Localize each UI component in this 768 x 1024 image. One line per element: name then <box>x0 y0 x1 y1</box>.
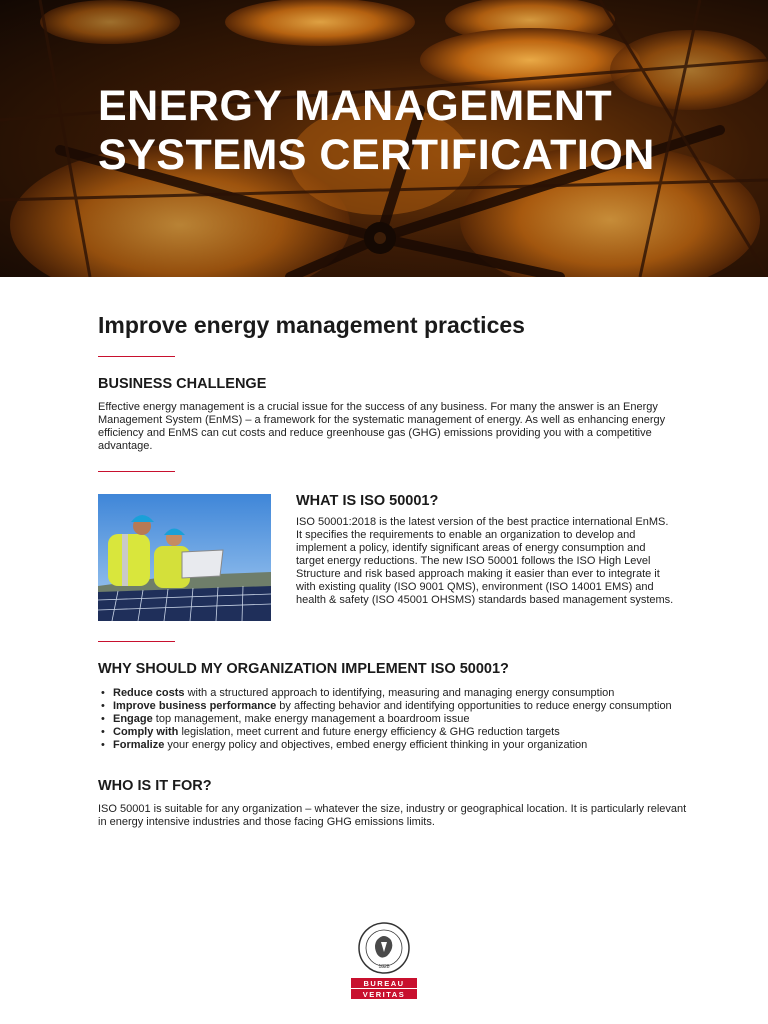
bureau-veritas-seal-icon <box>351 920 417 1000</box>
benefits-list <box>98 687 678 752</box>
who-body: ISO 50001 is suitable for any organization – whatever the size, industry or geographical location. It is particularly relevant in energy intensive industries and those facing GHG emissions limits. <box>98 803 687 828</box>
bureau-veritas-logo <box>351 920 417 1000</box>
divider-red <box>98 471 175 472</box>
benefit-item-bold: Formalize <box>113 739 165 751</box>
benefit-item-text: legislation, meet current and future energy efficiency & GHG reduction targets <box>178 726 560 738</box>
engineers-photo <box>98 494 271 621</box>
title-line-2: SYSTEMS CERTIFICATION <box>98 131 655 179</box>
business-challenge-heading: BUSINESS CHALLENGE <box>98 376 267 392</box>
why-heading: WHY SHOULD MY ORGANIZATION IMPLEMENT ISO 50001? <box>98 661 509 677</box>
benefit-item <box>98 739 678 752</box>
who-heading: WHO IS IT FOR? <box>98 778 212 794</box>
iso-heading: WHAT IS ISO 50001? <box>296 493 439 509</box>
logo-word-veritas: VERITAS <box>362 990 406 999</box>
document-title <box>98 82 655 180</box>
hero-banner <box>0 0 768 277</box>
divider-red <box>98 356 175 357</box>
benefit-item-text: top management, make energy management a boardroom issue <box>152 713 470 725</box>
benefit-item-text: your energy policy and objectives, embed energy efficient thinking in your organization <box>164 739 588 751</box>
benefit-item-bold: Comply with <box>113 726 179 738</box>
benefit-item-bold: Reduce costs <box>113 687 185 699</box>
seal-year: 1828 <box>378 964 390 970</box>
benefit-item-bold: Improve business performance <box>113 700 277 712</box>
iso-body: ISO 50001:2018 is the latest version of the best practice international EnMS. It specifies the requirements to enable an organization to develop and implement a policy, identify significant areas of energy consumption and target energy reductions. The new ISO 50001 follows the ISO High Level Structure and risk based approach making it easier than ever to integrate it with existing quality (ISO 9001 QMS), environment (ISO 14001 EMS) and health & safety (ISO 45001 OHSMS) standards based management systems. <box>296 516 674 606</box>
business-challenge-body: Effective energy management is a crucial issue for the success of any business. For many the answer is an Energy Management System (EnMS) – a framework for the systematic management of energy. As well as enhancing energy efficiency and EnMS can cut costs and reduce greenhouse gas (GHG) emissions providing you with a competitive advantage. <box>98 401 666 452</box>
benefit-item <box>98 700 678 713</box>
benefit-item-text: with a structured approach to identifying, measuring and managing energy consumption <box>184 687 615 699</box>
benefit-item <box>98 713 678 726</box>
logo-word-bureau: BUREAU <box>363 979 405 988</box>
page-subtitle: Improve energy management practices <box>98 312 525 338</box>
benefit-item <box>98 726 678 739</box>
divider-red <box>98 641 175 642</box>
benefit-item-bold: Engage <box>113 713 153 725</box>
benefit-item-text: by affecting behavior and identifying opportunities to reduce energy consumption <box>276 700 672 712</box>
title-line-1: ENERGY MANAGEMENT <box>98 82 613 130</box>
benefit-item <box>98 687 678 700</box>
